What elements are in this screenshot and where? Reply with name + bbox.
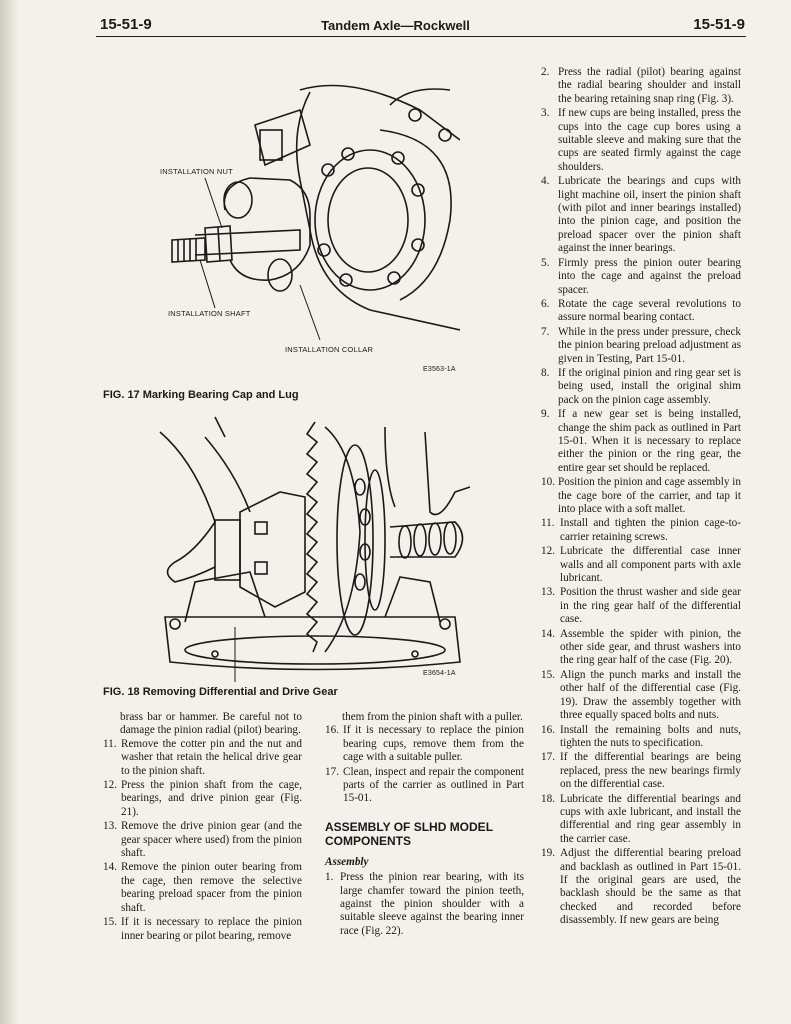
list-item: 11. Remove the cotter pin and the nut and washer that retain the helical drive gear to the pinion shaft. [103,737,302,777]
list-item: 13. Remove the drive pinion gear (and the gear spacer where used) from the pinion shaft. [103,820,302,860]
list-item: 12. Lubricate the differential case inner walls and all component parts with axle lubricant. [541,545,741,585]
page-number-left: 15-51-9 [100,16,152,33]
list-item: 11. Install and tighten the pinion cage-to-carrier retaining screws. [541,517,741,543]
list-item: 17. If the differential bearings are being replaced, press the new bearings firmly on the differential case. [541,751,741,791]
running-title: Tandem Axle—Rockwell [321,18,470,33]
list-item: 14. Assemble the spider with pinion, the other side gear, and thrust washers into the ring gear half of the case (Fig. 20). [541,627,741,667]
assembly-steps-continued [541,66,741,928]
page-edge-shadow [0,0,18,1024]
section-heading: ASSEMBLY OF SLHD MODEL COMPONENTS [325,819,493,848]
list-item: 9. If a new gear set is being installed, change the shim pack as outlined in Part 15-01. When it is necessary to replace either the pinion or the ring gear, the entire gear set should be replaced. [541,408,741,474]
list-item: 17. Clean, inspect and repair the component parts of the carrier as outlined in Part 15-01. [325,765,524,805]
list-item: 1. Press the pinion rear bearing, with its large chamfer toward the pinion teeth, against the pinion shoulder with a suitable sleeve against the bearing inner race (Fig. 22). [325,871,524,937]
list-item: 12. Press the pinion shaft from the cage, bearings, and drive pinion gear (Fig. 21). [103,779,302,818]
list-item: 13. Position the thrust washer and side gear in the ring gear half of the differential case. [541,586,741,626]
list-item: 16. If it is necessary to replace the pinion bearing cups, remove them from the cage with a suitable puller. [325,724,524,764]
bottom-middle-column [325,711,524,939]
list-item: 14. Remove the pinion outer bearing from the cage, then remove the selective bearing preload spacer from the pinion shaft. [103,861,302,914]
bottom-left-column [103,711,302,944]
fig18-illustration [155,412,475,682]
right-column [541,66,741,929]
list-item: 15. If it is necessary to replace the pinion inner bearing or pilot bearing, remove [103,916,302,942]
list-item: 16. Install the remaining bolts and nuts, tighten the nuts to specification. [541,723,741,749]
subheading-assembly: Assembly [325,855,369,868]
list-item: 6. Rotate the cage several revolutions to assure normal bearing contact. [541,297,741,324]
header-rule [96,36,746,37]
continued-text: them from the pinion shaft with a puller. [342,711,523,723]
list-item: 10. Position the pinion and cage assembly in the cage bore of the carrier, and tap it into place with a soft mallet. [541,476,741,515]
list-item: 15. Align the punch marks and install the other half of the differential case (Fig. 19). Draw the assembly together with three equally spaced bolts and nuts. [541,668,741,722]
list-item: 3. If new cups are being installed, press the cups into the cage cup bores using a suitable sleeve and making sure that the cups are seated firmly against the cage shoulders. [541,107,741,173]
list-item: 7. While in the press under pressure, check the pinion bearing preload adjustment as given in Testing, Part 15-01. [541,325,741,365]
fig17-code: E3563-1A [423,366,456,373]
label-installation-shaft: INSTALLATION SHAFT [168,309,251,318]
list-item: 18. Lubricate the differential bearings and cups with axle lubricant, and install the differential and ring gear assembly in the carrier case. [541,792,741,845]
list-item: 19. Adjust the differential bearing preload and backlash as outlined in Part 15-01. If the original gears are used, the backlash should be the same as that checked and recorded before disassembly. If new gears are being [541,847,741,927]
fig18-caption: FIG. 18 Removing Differential and Drive Gear [103,686,338,698]
disassembly-steps-continued [325,724,524,805]
list-item: 4. Lubricate the bearings and cups with light machine oil, insert the pinion shaft (with pilot and inner bearings installed) into the pinion cage, and position the preload spacer over the pinion shaft against the inner bearings. [541,175,741,255]
fig18-code: E3654-1A [423,670,456,677]
assembly-steps [325,871,524,938]
continued-text: brass bar or hammer. Be careful not to damage the pinion radial (pilot) bearing. [120,711,302,737]
disassembly-steps [103,738,302,943]
list-item: 8. If the original pinion and ring gear set is being used, install the original shim pack on the pinion cage assembly. [541,366,741,406]
fig17-caption: FIG. 17 Marking Bearing Cap and Lug [103,389,299,401]
label-installation-collar: INSTALLATION COLLAR [285,345,374,354]
page-number-right: 15-51-9 [693,16,745,33]
fig17-illustration [160,70,460,380]
list-item: 2. Press the radial (pilot) bearing against the radial bearing shoulder and install the bearing retaining snap ring (Fig. 3). [541,66,741,105]
label-installation-nut: INSTALLATION NUT [160,167,233,176]
list-item: 5. Firmly press the pinion outer bearing into the cage and against the preload spacer. [541,256,741,296]
